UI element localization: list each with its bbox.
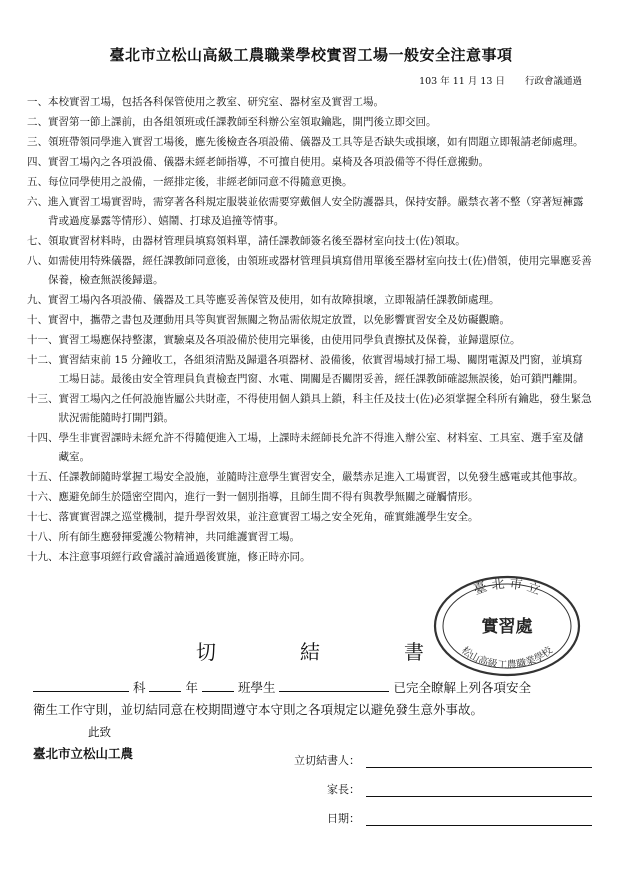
- date-label: 日期：: [327, 812, 360, 825]
- rule-item: [27, 429, 593, 467]
- year-label: 年: [185, 680, 198, 695]
- rule-item: [27, 528, 593, 547]
- rule-text: 領取實習材料時，由器材管理員填寫領料單，請任課教師簽名後至器材室向技士(佐)領取。: [48, 235, 466, 247]
- rule-text: 任課教師隨時掌握工場安全設施，並隨時注意學生實習安全，嚴禁赤足進入工場實習，以免發生感電或其他事故。: [58, 471, 584, 483]
- rule-text: 所有師生應發揮愛護公物精神，共同維護實習工場。: [58, 531, 300, 543]
- closing-salutation: 此致: [88, 725, 111, 739]
- rule-number: 二、: [27, 116, 48, 128]
- rule-item: [27, 113, 593, 132]
- seal-stamp: [432, 574, 582, 678]
- rule-text: 實習中，攜帶之書包及運動用具等與實習無關之物品需依規定放置，以免影響實習安全及妨礙觀瞻。: [48, 314, 510, 326]
- rule-item: [27, 351, 593, 389]
- signer-row: [270, 752, 600, 768]
- rule-item: [27, 133, 593, 152]
- student-name-blank[interactable]: [279, 676, 389, 692]
- rule-text: 實習工場內各項設備、儀器及工具等應妥善保管及使用，如有故障損壞，立即報請任課教師處理。: [48, 294, 500, 306]
- dept-label: 科: [132, 680, 146, 695]
- rule-item: [27, 548, 593, 567]
- rule-text: 實習工場內之任何設施皆屬公共財產，不得使用個人鎖具上鎖，科主任及技士(佐)必須掌握全科所有鑰匙，發生緊急狀況需能隨時打開門鎖。: [58, 393, 592, 424]
- stamp-bottom-text: 松山高級工農職業學校: [459, 645, 555, 672]
- rule-number: 八、: [27, 255, 48, 267]
- rule-item: [27, 390, 593, 428]
- rule-text: 每位同學使用之設備，一經排定後，非經老師同意不得隨意更換。: [48, 176, 353, 188]
- rule-text: 落實實習課之巡堂機制，提升學習效果，並注意實習工場之安全死角，確實維護學生安全。: [58, 511, 479, 523]
- date-line: [419, 73, 582, 87]
- rule-item: [27, 93, 593, 112]
- parent-line[interactable]: [366, 784, 592, 797]
- rule-item: [27, 508, 593, 527]
- rule-text: 領班帶領同學進入實習工場後，應先後檢查各項設備、儀器及工具等是否缺失或損壞，如有問題立即報請老師處理。: [48, 136, 584, 148]
- rule-item: [27, 488, 593, 507]
- pledge-title-char: 結: [300, 640, 322, 664]
- pledge-title-char: 書: [404, 640, 426, 664]
- rule-item: [27, 232, 593, 251]
- rule-item: [27, 153, 593, 172]
- signer-line[interactable]: [366, 755, 592, 768]
- rule-text: 實習結束前 15 分鐘收工，各組須清點及歸還各項器材、設備後，依實習場域打掃工場、關閉電源及門窗，並填寫工場日誌。最後由安全管理員負責檢查門窗、水電、開關是否關閉妥善，經任課教師確認無誤後，始可鎖門離開。: [58, 354, 584, 385]
- rule-number: 十八、: [27, 531, 59, 543]
- rule-item: [27, 173, 593, 192]
- rule-text: 實習工場應保持整潔，實驗桌及各項設備於使用完畢後，由使用同學負責擦拭及保養，並歸還原位。: [58, 334, 521, 346]
- rule-text: 學生非實習課時未經允許不得隨便進入工場，上課時未經師長允許不得進入辦公室、材料室、工具室、選手室及儲藏室。: [58, 432, 584, 463]
- pledge-title-char: 切: [196, 640, 218, 664]
- rule-item: [27, 311, 593, 330]
- date-sign-line[interactable]: [366, 813, 592, 826]
- stamp-center-text: 實習處: [481, 617, 533, 637]
- pledge-line-1: [33, 676, 593, 699]
- rule-number: 十五、: [27, 471, 59, 483]
- svg-text:松山高級工農職業學校: [459, 643, 556, 671]
- rule-text: 實習第一節上課前，由各組領班或任課教師至科辦公室領取鑰匙，開門後立即交回。: [48, 116, 437, 128]
- rule-text: 本校實習工場，包括各科保管使用之教室、研究室、器材室及實習工場。: [48, 96, 384, 108]
- rule-number: 四、: [27, 156, 48, 168]
- department-blank[interactable]: [33, 676, 129, 692]
- signer-label: 立切結書人：: [294, 754, 360, 767]
- school-name: 臺北市立松山工農: [33, 746, 134, 761]
- rule-number: 十六、: [27, 491, 59, 503]
- rule-item: [27, 193, 593, 231]
- approval-date: 103 年 11 月 13 日: [419, 76, 505, 87]
- rule-item: [27, 252, 593, 290]
- rule-number: 六、: [27, 196, 48, 208]
- parent-row: [270, 781, 600, 797]
- pledge-line-2: 衛生工作守則，並切結同意在校期間遵守本守則之各項規定以避免發生意外事故。: [33, 702, 484, 717]
- rules-list: [27, 93, 593, 568]
- rule-number: 五、: [27, 176, 48, 188]
- rule-number: 十一、: [27, 334, 59, 346]
- rule-number: 十二、: [27, 354, 59, 366]
- stamp-top-text: 臺 北 市 立: [471, 576, 543, 599]
- class-label: 班學生: [237, 680, 276, 695]
- class-blank[interactable]: [202, 676, 234, 692]
- rule-number: 九、: [27, 294, 48, 306]
- rule-text: 進入實習工場實習時，需穿著各科規定服裝並依需要穿戴個人安全防護器具，保持安靜。嚴禁衣著不整（穿著短褲露背或過度暴露等情形）、嬉鬧、打球及追撞等情事。: [48, 196, 584, 227]
- date-row: [270, 810, 600, 826]
- rule-text: 本注意事項經行政會議討論通過後實施，修正時亦同。: [58, 551, 311, 563]
- rule-item: [27, 331, 593, 350]
- rule-number: 十七、: [27, 511, 59, 523]
- rule-item: [27, 291, 593, 310]
- rule-number: 三、: [27, 136, 48, 148]
- rule-text: 實習工場內之各項設備、儀器未經老師指導，不可擅自使用。桌椅及各項設備等不得任意搬動。: [48, 156, 489, 168]
- rule-text: 如需使用特殊儀器，經任課教師同意後，由領班或器材管理員填寫借用單後至器材室向技士(佐)借領，使用完畢應妥善保養，檢查無誤後歸還。: [48, 255, 592, 286]
- approval-note: 行政會議通過: [524, 76, 582, 87]
- rule-number: 七、: [27, 235, 48, 247]
- rule-number: 一、: [27, 96, 48, 108]
- rule-number: 十九、: [27, 551, 59, 563]
- rule-number: 十、: [27, 314, 48, 326]
- pledge-title: [196, 636, 426, 665]
- parent-label: 家長：: [327, 783, 360, 796]
- rule-text: 應避免師生於隱密空間內，進行一對一個別指導，且師生間不得有與教學無關之碰觸情形。: [58, 491, 479, 503]
- rule-number: 十四、: [27, 432, 59, 444]
- rule-number: 十三、: [27, 393, 59, 405]
- rule-item: [27, 468, 593, 487]
- document-title: 臺北市立松山高級工農職業學校實習工場一般安全注意事項: [109, 46, 513, 64]
- pledge-line-1-text: 已完全瞭解上列各項安全: [393, 680, 531, 695]
- year-blank[interactable]: [149, 676, 181, 692]
